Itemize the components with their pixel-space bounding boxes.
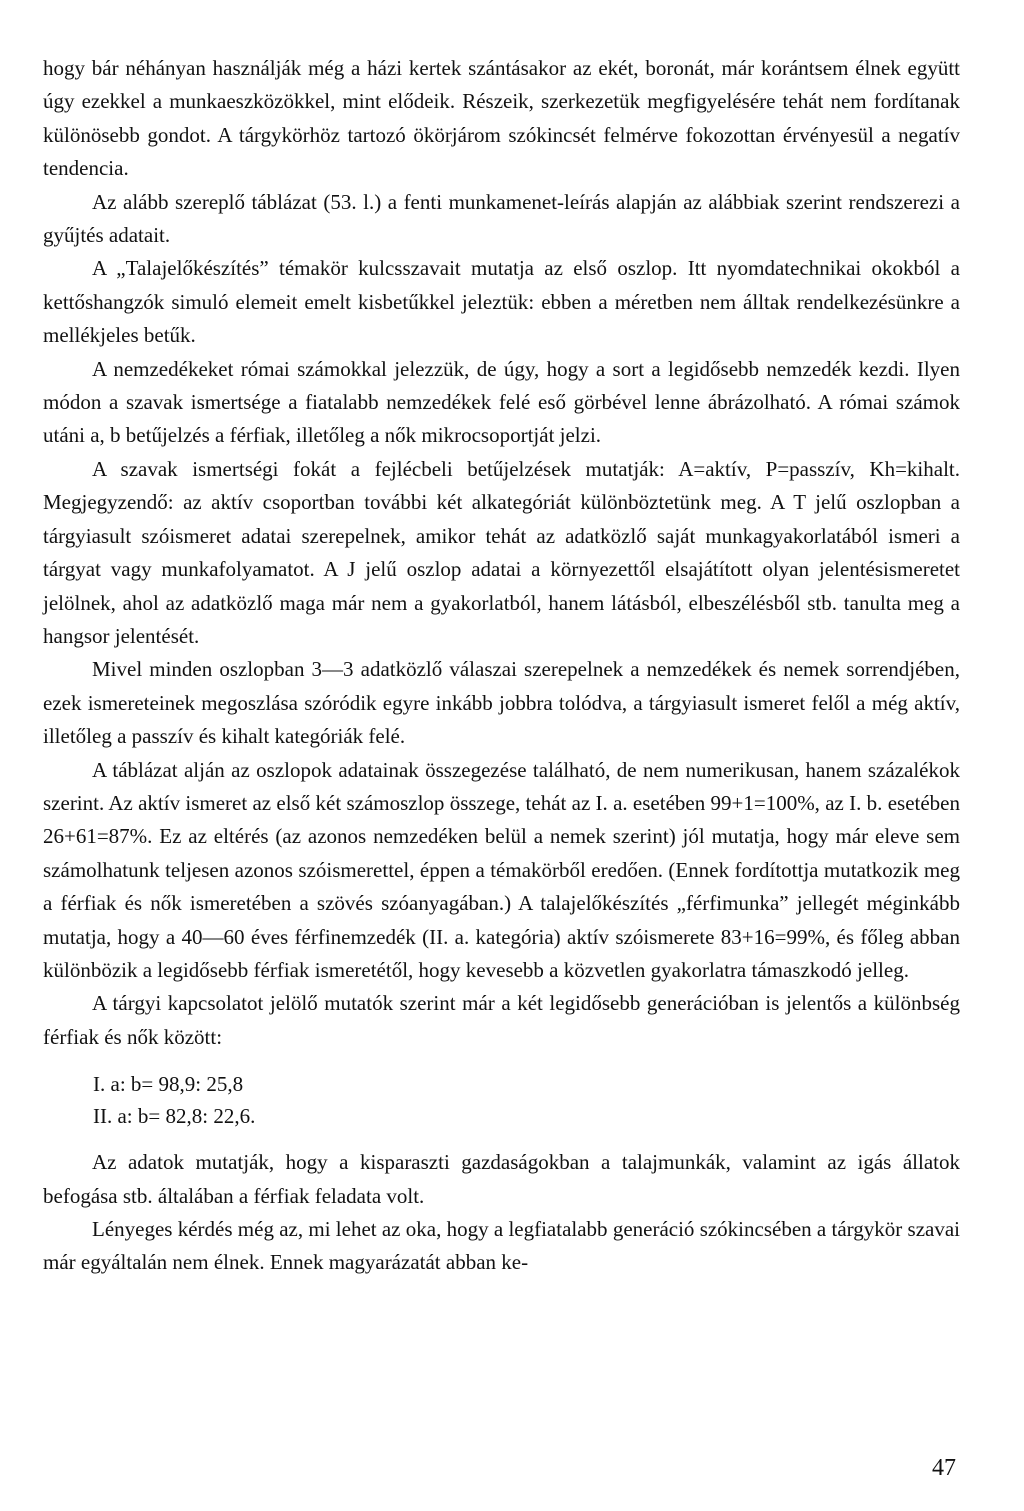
paragraph-conclusion: Az adatok mutatják, hogy a kisparaszti gazdaságokban a talajmunkák, valamint az igás állatok befogása stb. általában a férfiak feladata volt. — [43, 1150, 960, 1208]
paragraph-knowledge-levels: A szavak ismertségi fokát a fejlécbeli betűjelzések mutatják: A=aktív, P=passzív, Kh=kihalt. Megjegyzendő: az aktív csoportban további két alkategóriát különböztetünk meg. A T jelű oszlopban a tárgyiasult szóismeret adatai szerepelnek, amikor tehát az adatközlő saját munkagyakorlatából ismeri a tárgyat vagy munkafolyamatot. A J jelű oszlop adatai a környezettől elsajátított olyan jelentésismeretet jelölnek, ahol az adatközlő maga már nem a gyakorlatból, hanem látásból, elbeszélésből stb. tanulta meg a hangsor jelentését. — [43, 456, 960, 648]
paragraph-question: Lényeges kérdés még az, mi lehet az oka, hogy a legfiatalabb generáció szókincsében a tárgykör szavai már egyáltalán nem élnek. Ennek magyarázatát abban ke- — [43, 1217, 960, 1275]
ratio-list — [93, 1068, 960, 1132]
paragraph-distribution: Mivel minden oszlopban 3—3 adatközlő válaszai szerepelnek a nemzedékek és nemek sorrendjében, ezek ismereteinek megoszlása szóródik egyre inkább jobbra tolódva, a tárgyiasult ismeret felől a még aktív, illetőleg a passzív és kihalt kategóriák felé. — [43, 657, 960, 749]
paragraph-gender-difference: A tárgyi kapcsolatot jelölő mutatók szerint már a két legidősebb generációban is jelentős a különbség férfiak és nők között: — [43, 991, 960, 1049]
ratio-line-1: I. a: b= 98,9: 25,8 — [93, 1072, 244, 1097]
paragraph-generations: A nemzedékeket római számokkal jelezzük, de úgy, hogy a sort a legidősebb nemzedék kezdi. Ilyen módon a szavak ismertsége a fiatalabb nemzedékek felé eső görbével lenne ábrázolható. A római számok utáni a, b betűjelzés a férfiak, illetőleg a nők mikrocsoportját jelzi. — [43, 356, 960, 448]
paragraph-table-reference: Az alább szereplő táblázat (53. l.) a fenti munkamenet-leírás alapján az alábbiak szerint rendszerezi a gyűjtés adatait. — [43, 189, 960, 248]
paragraph-first-column: A „Talajelőkészítés” témakör kulcsszavait mutatja az első oszlop. Itt nyomdatechnikai okokból a kettőshangzók simuló elemeit emelt kisbetűkkel jeleztük: ebben a méretben nem álltak rendelkezésünkre a mellékjeles betűk. — [43, 256, 960, 348]
page-number: 47 — [932, 1455, 956, 1481]
paragraph-continuation: hogy bár néhányan használják még a házi kertek szántásakor az ekét, boronát, már korántsem élnek együtt úgy ezekkel a munkaeszközökkel, mint elődeik. Részeik, szerkezetük megfigyelésére tehát nem fordítanak különösebb gondot. A tárgykörhöz tartozó ökörjárom szókincsét felmérve fokozottan érvényesül a negatív tendencia. — [43, 56, 960, 181]
ratio-line-2: II. a: b= 82,8: 22,6. — [93, 1104, 256, 1129]
page-body — [43, 52, 960, 1280]
paragraph-percentages: A táblázat alján az oszlopok adatainak összegezése található, de nem numerikusan, hanem százalékok szerint. Az aktív ismeret az első két számoszlop összege, tehát az I. a. esetében 99+1=100%, az I. b. esetében 26+61=87%. Ez az eltérés (az azonos nemzedéken belül a nemek szerint) jól mutatja, hogy már eleve sem számolhatunk teljesen azonos szóismerettel, éppen a témakörből eredően. (Ennek fordítottja mutatkozik meg a férfiak és nők ismeretében a szövés szóanyagában.) A talajelőkészítés „férfimunka” jellegét méginkább mutatja, hogy a 40—60 éves férfinemzedék (II. a. kategória) aktív szóismerete 83+16=99%, és főleg abban különbözik a legidősebb férfiak ismeretétől, hogy kevesebb a közvetlen gyakorlatra támaszkodó jelleg. — [43, 757, 960, 982]
